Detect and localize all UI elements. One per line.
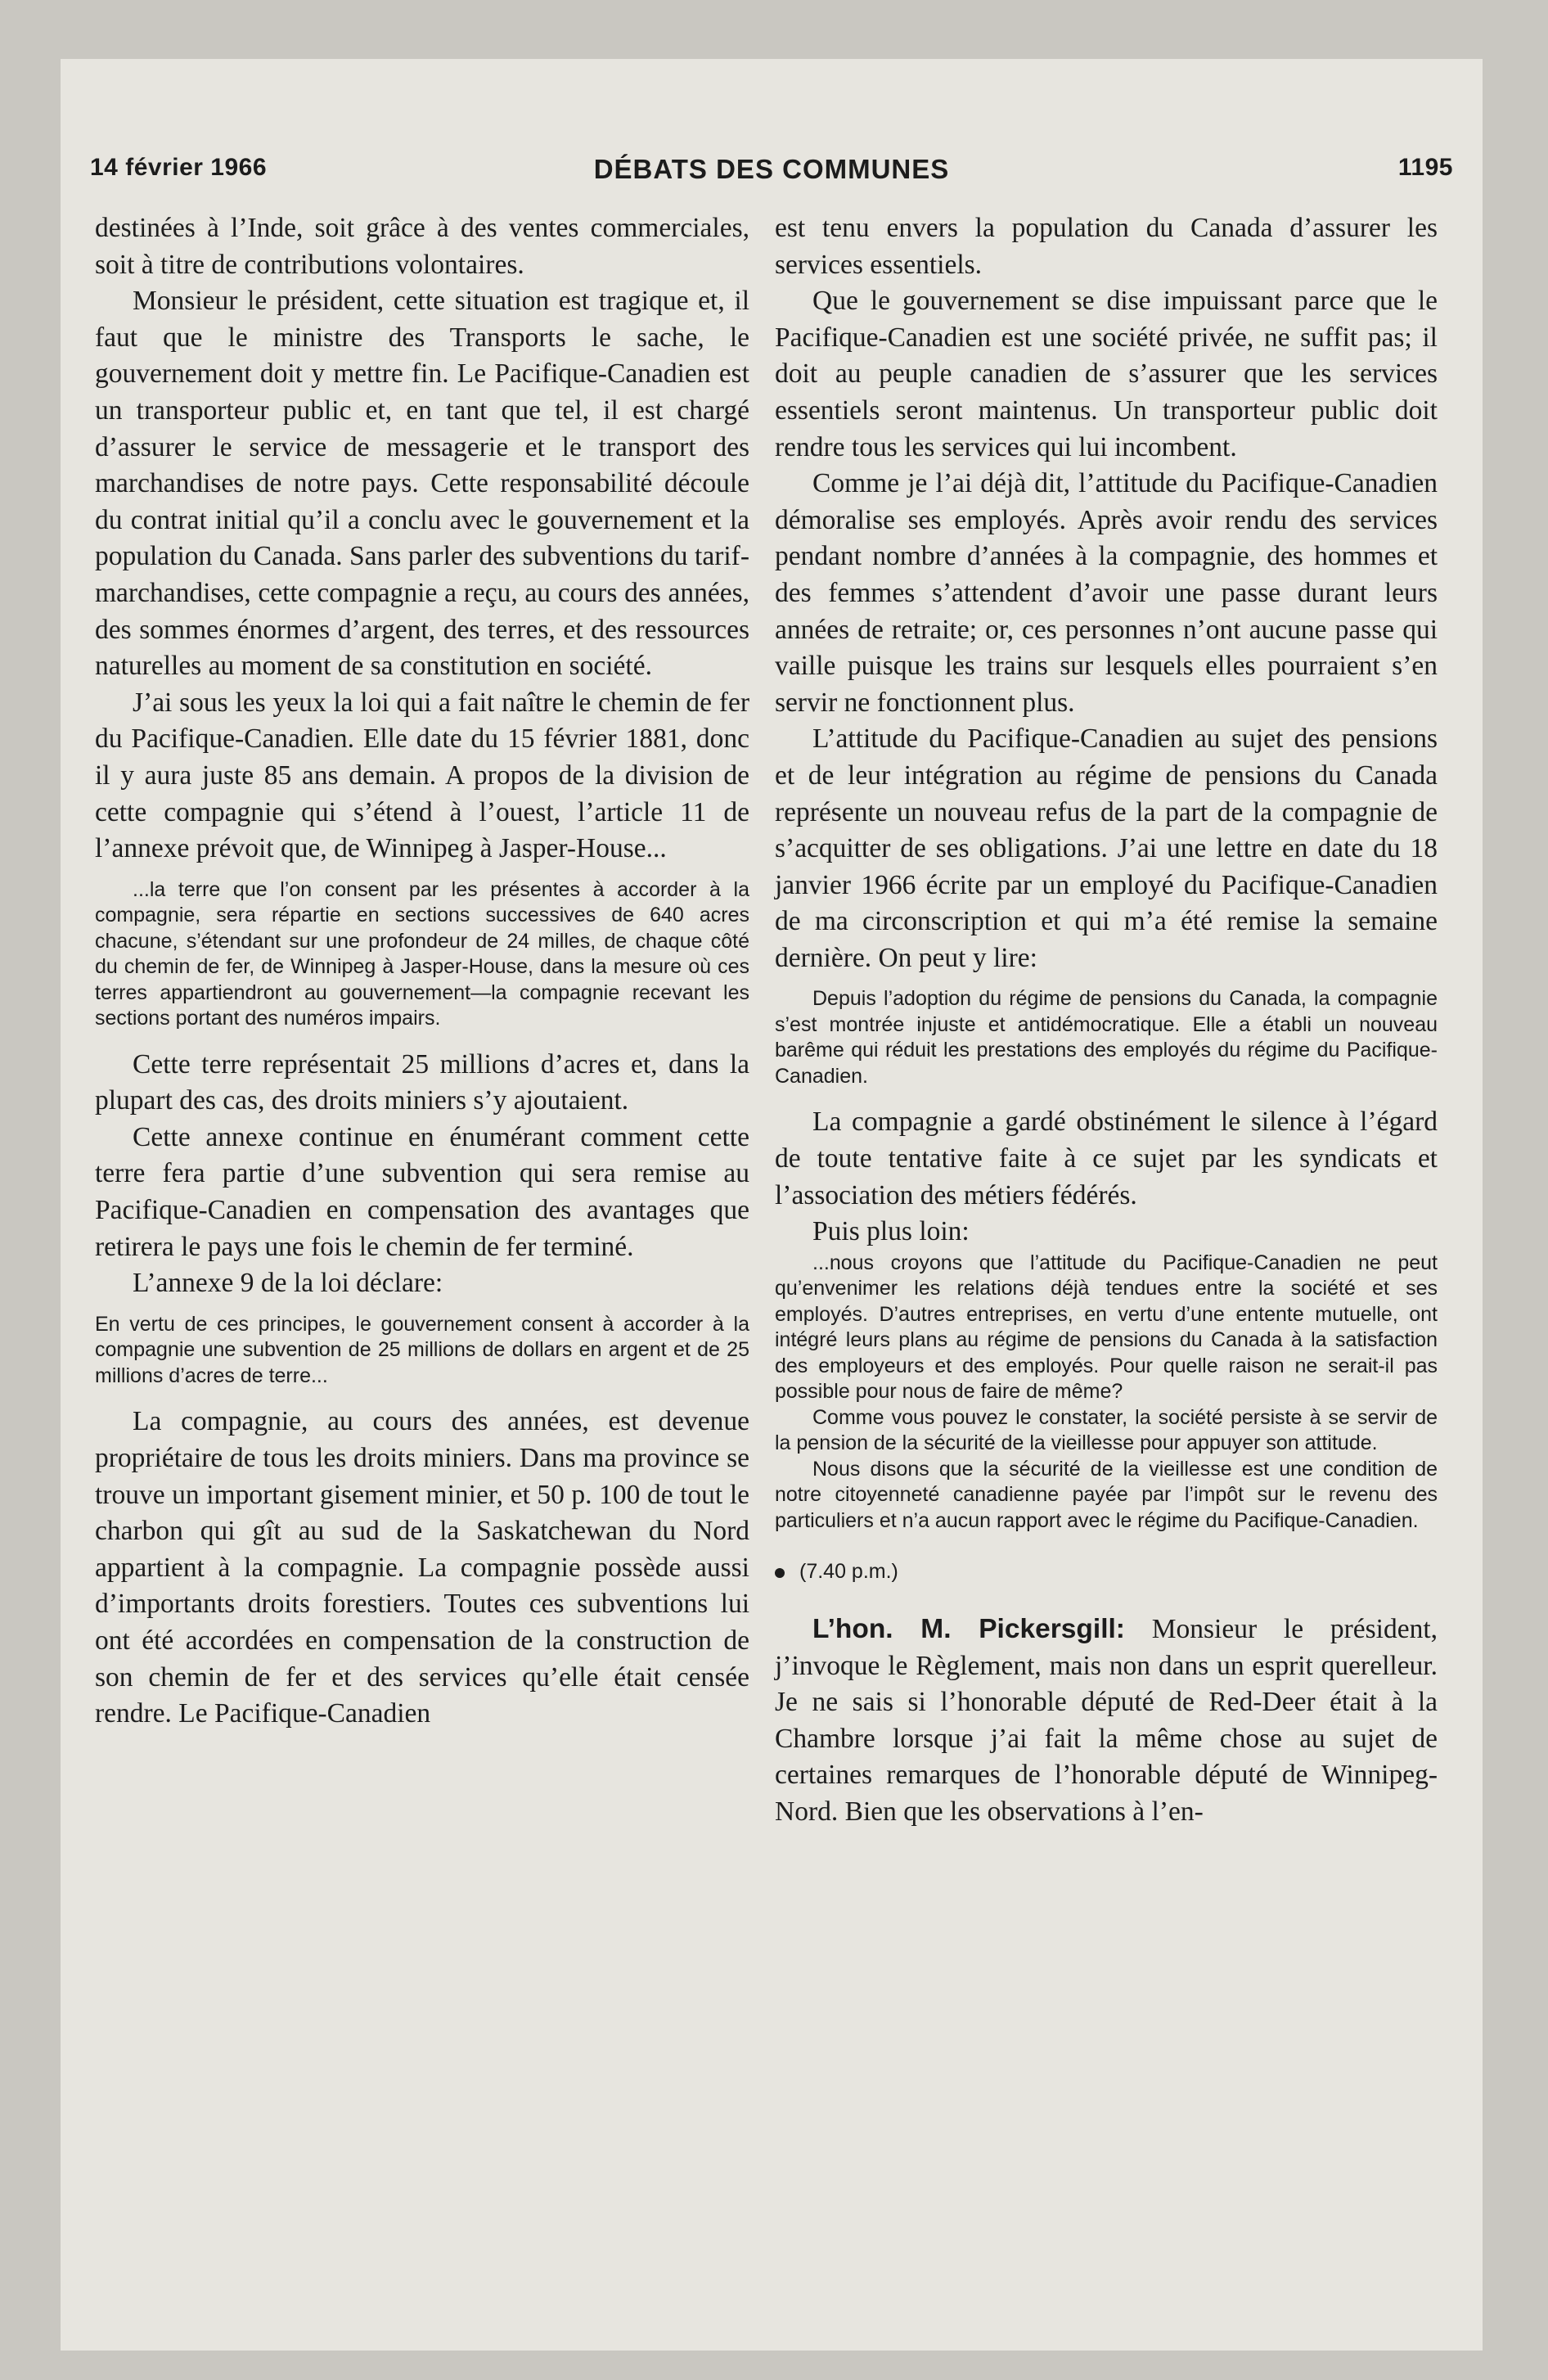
paragraph: Comme je l’ai déjà dit, l’attitude du Pacifique-Canadien démoralise ses employés. Après avoir rendu des services pendant nombre d’années à la compagnie, des hommes et des femmes s’attendent d’avoir une passe durant leurs années de retraite; or, ces personnes n’ont aucune passe qui vaille puisque les trains sur lesquels elles pourraient s’en servir ne fonctionnent plus. [775,468,1438,718]
block-quote: Comme vous pouvez le constater, la société persiste à se servir de la pension de la sécurité de la vieillesse pour appuyer son attitude. [775,1405,1438,1455]
paragraph: La compagnie a gardé obstinément le silence à l’égard de toute tentative faite à ce sujet par les syndicats et l’association des métiers fédérés. [775,1107,1438,1210]
paragraph: Monsieur le président, cette situation est tragique et, il faut que le ministre des Transports le sache, le gouvernement doit y mettre fin. Le Pacifique-Canadien est un transporteur public et, en tant que tel, il est chargé d’assurer le service de messagerie et le transport des marchandises de notre pays. Cette responsabilité découle du contrat initial qu’il a conclu avec le gouvernement et la population du Canada. Sans parler des subventions du tarif-marchandises, cette compagnie a reçu, au cours des années, des sommes énormes d’argent, des terres, et des ressources naturelles au moment de sa constitution en société. [95,286,749,682]
paragraph: Puis plus loin: [812,1216,970,1247]
paragraph: destinées à l’Inde, soit grâce à des ventes commerciales, soit à titre de contributions volontaires. [95,213,749,280]
time-stamp: (7.40 p.m.) [799,1560,898,1584]
speaker-paragraph [775,1611,1438,1831]
paragraph: L’annexe 9 de la loi déclare: [133,1268,443,1299]
time-marker [775,1553,1438,1590]
block-quote: ...la terre que l’on consent par les présentes à accorder à la compagnie, sera répartie en sections successives de 640 acres chacune, s’étendant sur une profondeur de 24 milles, de chaque côté du chemin de fer, de Winnipeg à Jasper-House, dans la mesure où ces terres appartiendront au gouvernement—la compagnie recevant les sections portant des numéros impairs. [95,877,749,1030]
header-title: DÉBATS DES COMMUNES [593,154,950,184]
block-quote: Depuis l’adoption du régime de pensions du Canada, la compagnie s’est montrée injuste et antidémocratique. Elle a établi un nouveau barême qui réduit les prestations des employés du régime du Pacifique-Canadien. [775,987,1438,1088]
speaker-name: L’hon. M. Pickersgill: [812,1613,1125,1644]
header-date: 14 février 1966 [90,154,268,181]
block-quote: Nous disons que la sécurité de la vieillesse est une condition de notre citoyenneté canadienne payée par l’impôt sur le revenu des particuliers et n’a aucun rapport avec le régime du Pacifique-Canadien. [775,1457,1438,1532]
paragraph: L’attitude du Pacifique-Canadien au sujet des pensions et de leur intégration au régime de pensions du Canada représente un nouveau refus de la part de la compagnie de s’acquitter de ses obligations. J’ai une lettre en date du 18 janvier 1966 écrite par un employé du Pacifique-Canadien de ma circonscription et qui m’a été remise la semaine dernière. On peut y lire: [775,723,1438,973]
paragraph: La compagnie, au cours des années, est devenue propriétaire de tous les droits miniers. Dans ma province se trouve un important gisement minier, et 50 p. 100 de tout le charbon qui gît au sud de la Saskatchewan du Nord appartient à la compagnie. La compagnie possède aussi d’importants droits forestiers. Toutes ces subventions lui ont été accordées en compensation de la construction de son chemin de fer et des services qu’elle était censée rendre. Le Pacifique-Canadien [95,1406,749,1729]
bullet-icon [775,1568,785,1578]
paragraph: est tenu envers la population du Canada d’assurer les services essentiels. [775,213,1438,280]
page-number: 1195 [1397,154,1453,181]
paragraph: J’ai sous les yeux la loi qui a fait naître le chemin de fer du Pacifique-Canadien. Elle date du 15 février 1881, donc il y aura juste 85 ans demain. A propos de la division de cette compagnie qui s’étend à l’ouest, l’article 11 de l’annexe prévoit que, de Winnipeg à Jasper-House... [95,687,749,864]
block-quote: ...nous croyons que l’attitude du Pacifique-Canadien ne peut qu’envenimer les relations déjà tendues entre la société et ses employés. D’autres entreprises, en vertu d’une entente mutuelle, ont intégré leurs plans au régime de pensions du Canada à la satisfaction des employeurs et des employés. Pour quelle raison ne serait-il pas possible pour nous de faire de même? [775,1251,1438,1404]
paragraph: Que le gouvernement se dise impuissant parce que le Pacifique-Canadien est une société privée, ne suffit pas; il doit au peuple canadien de s’assurer que les services essentiels seront maintenus. Un transporteur public doit rendre tous les services qui lui incombent. [775,286,1438,462]
right-column [775,210,1438,1831]
left-column [95,210,749,1733]
paragraph: Cette annexe continue en énumérant comment cette terre fera partie d’une subvention qui sera remise au Pacifique-Canadien en compensation des avantages que retirera le pays une fois le chemin de fer terminé. [95,1121,749,1262]
speech-text: Monsieur le président, j’invoque le Règlement, mais non dans un esprit querelleur. Je ne sais si l’honorable député de Red-Deer était à la Chambre lorsque j’ai fait la même chose au sujet de certaines remarques de l’honorable député de Winnipeg-Nord. Bien que les observations à l’en- [775,1613,1438,1827]
page-sheet [61,59,1483,2351]
paragraph: Cette terre représentait 25 millions d’acres et, dans la plupart des cas, des droits miniers s’y ajoutaient. [95,1048,749,1116]
page-header [90,154,1453,195]
block-quote: En vertu de ces principes, le gouvernement consent à accorder à la compagnie une subvention de 25 millions de dollars en argent et de 25 millions d’acres de terre... [95,1312,749,1387]
